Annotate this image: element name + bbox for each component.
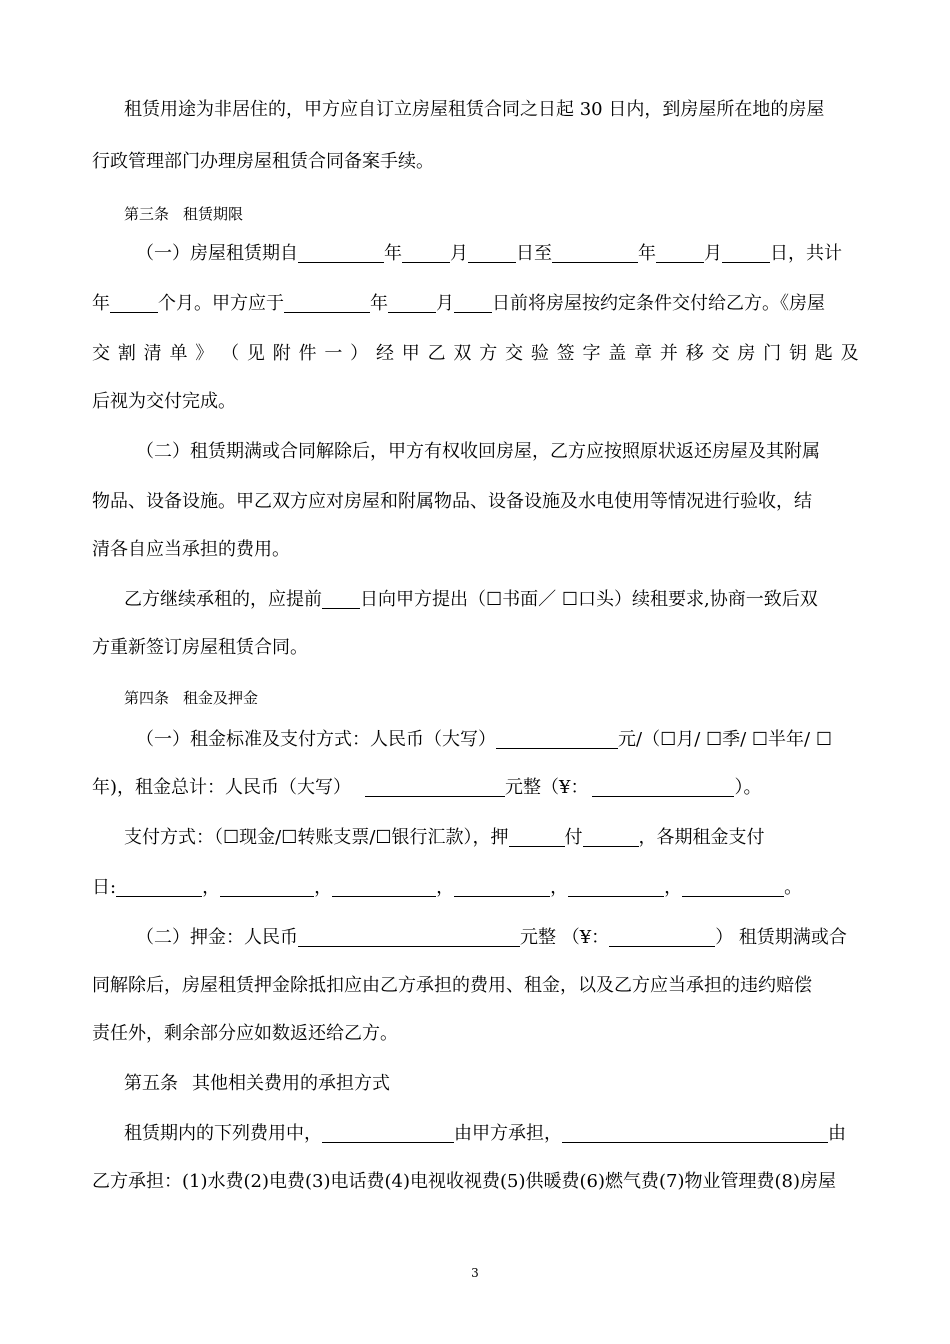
- justified-char: 交: [92, 343, 110, 364]
- paragraph-line: [92, 390, 859, 414]
- blank-field[interactable]: [322, 588, 360, 609]
- text: 方重新签订房屋租赁合同。: [92, 637, 308, 658]
- fees-line-1: [124, 1122, 859, 1146]
- blank-field[interactable]: [722, 242, 770, 263]
- text: （一）房屋租赁期自: [136, 243, 298, 264]
- text: 年: [92, 293, 110, 314]
- justified-char: 交: [505, 343, 523, 364]
- blank-field[interactable]: [402, 242, 450, 263]
- justified-char: 匙: [814, 343, 833, 364]
- justified-char: 交: [711, 343, 730, 364]
- paragraph-line: [92, 490, 859, 514]
- blank-field[interactable]: [552, 242, 638, 263]
- blank-field[interactable]: [298, 242, 384, 263]
- blank-field[interactable]: [509, 826, 565, 847]
- blank-field[interactable]: [454, 876, 550, 897]
- blank-field[interactable]: [332, 876, 436, 897]
- lease-term-line-2: [92, 292, 859, 316]
- text: 租赁期内的下列费用中，: [124, 1123, 322, 1144]
- text: 年: [384, 243, 402, 264]
- text: 月: [436, 293, 454, 314]
- text: 月: [704, 243, 722, 264]
- article-5-heading: [124, 1072, 891, 1096]
- text: 租赁用途为非居住的，甲方应自订立房屋租赁合同之日起 30 日内，到房屋所在地的房屋: [124, 99, 825, 120]
- paragraph-line: [92, 538, 859, 562]
- blank-field[interactable]: [220, 876, 314, 897]
- justified-char: 割: [117, 343, 136, 364]
- justified-char: 及: [840, 343, 859, 364]
- paragraph-line: [136, 440, 871, 464]
- lease-term-line-1: [136, 242, 871, 266]
- text: 支付方式：（☐现金/☐转账支票/☐银行汇款），押: [124, 827, 509, 848]
- lease-term-line-3: [92, 342, 859, 366]
- text: （二）押金：人民币: [136, 927, 298, 948]
- payment-line-1: [124, 826, 859, 850]
- justified-char: 一: [324, 343, 343, 364]
- article-number: 第五条: [124, 1073, 178, 1094]
- justified-char: 甲: [401, 343, 420, 364]
- payment-dates-line: [92, 876, 859, 900]
- article-3-heading: [124, 202, 891, 226]
- text: ） 租赁期满或合: [715, 927, 847, 948]
- separator: ，: [314, 877, 333, 898]
- text: ）。: [734, 777, 762, 798]
- separator: ，: [550, 877, 569, 898]
- blank-field[interactable]: [592, 776, 734, 797]
- blank-field[interactable]: [656, 242, 704, 263]
- text: 月: [450, 243, 468, 264]
- blank-field[interactable]: [568, 876, 664, 897]
- blank-field[interactable]: [682, 876, 784, 897]
- paragraph-line: [92, 636, 859, 660]
- article-title: 租赁期限: [183, 205, 244, 223]
- justified-char: 件: [298, 343, 317, 364]
- text: 责任外，剩余部分应如数返还给乙方。: [92, 1023, 398, 1044]
- paragraph-line: [92, 1022, 859, 1046]
- text: 后视为交付完成。: [92, 391, 236, 412]
- paragraph-line: [124, 98, 859, 122]
- deposit-line-1: [136, 926, 871, 950]
- page-number: 3: [471, 1266, 479, 1280]
- blank-field[interactable]: [116, 876, 202, 897]
- text: 由甲方承担，: [454, 1123, 562, 1144]
- text: 日:: [92, 877, 117, 898]
- text: 付: [564, 827, 583, 848]
- text: 清各自应当承担的费用。: [92, 539, 290, 560]
- article-title: 其他相关费用的承担方式: [192, 1073, 390, 1094]
- justified-char: 》: [195, 343, 214, 364]
- text: 元/（☐月/ ☐季/ ☐半年/ ☐: [618, 729, 832, 750]
- text: 日前将房屋按约定条件交付给乙方。《房屋: [492, 293, 825, 314]
- justified-char: 单: [169, 343, 188, 364]
- blank-field[interactable]: [583, 826, 639, 847]
- text: 日向甲方提出（☐书面／ ☐口头）续租要求,协商一致后双: [360, 589, 818, 610]
- justified-char: 附: [272, 343, 291, 364]
- article-number: 第三条: [124, 205, 170, 223]
- separator: ，: [664, 877, 683, 898]
- justified-char: 见: [246, 343, 265, 364]
- blank-field[interactable]: [365, 776, 505, 797]
- text: 。: [784, 877, 803, 898]
- paragraph-line: [92, 974, 859, 998]
- article-title: 租金及押金: [183, 689, 259, 707]
- text: 元整 （¥：: [520, 927, 610, 948]
- justified-char: 并: [659, 343, 678, 364]
- blank-field[interactable]: [562, 1122, 828, 1143]
- rent-line-2: [92, 776, 859, 800]
- text: （一）租金标准及支付方式：人民币（大写）: [136, 729, 496, 750]
- article-number: 第四条: [124, 689, 170, 707]
- paragraph-line: [92, 150, 859, 174]
- blank-field[interactable]: [298, 926, 520, 947]
- justified-char: 章: [634, 343, 653, 364]
- text: （二）租赁期满或合同解除后，甲方有权收回房屋，乙方应按照原状返还房屋及其附属: [136, 441, 820, 462]
- justified-char: 经: [375, 343, 394, 364]
- text: ，各期租金支付: [638, 827, 765, 848]
- text: 行政管理部门办理房屋租赁合同备案手续。: [92, 151, 434, 172]
- text: 年: [370, 293, 388, 314]
- paragraph-line: [92, 1170, 859, 1194]
- justified-char: 移: [685, 343, 704, 364]
- text: 日，共计: [770, 243, 842, 264]
- justified-char: ）: [350, 343, 369, 364]
- justified-char: 盖: [608, 343, 627, 364]
- text: 年)，租金总计：人民币（大写）: [92, 777, 352, 798]
- blank-field[interactable]: [322, 1122, 454, 1143]
- justified-char: 乙: [427, 343, 446, 364]
- text: 乙方承担：(1)水费(2)电费(3)电话费(4)电视收视费(5)供暖费(6)燃气费(7)物业管理费(8)房屋: [92, 1171, 836, 1192]
- text: 乙方继续承租的，应提前: [124, 589, 322, 610]
- text: 由: [828, 1123, 846, 1144]
- text: 物品、设备设施。甲乙双方应对房屋和附属物品、设备设施及水电使用等情况进行验收，结: [92, 491, 812, 512]
- justified-char: （: [221, 343, 240, 364]
- text: 个月。甲方应于: [158, 293, 284, 314]
- justified-char: 房: [737, 343, 756, 364]
- justified-char: 钥: [788, 343, 807, 364]
- justified-char: 方: [479, 343, 498, 364]
- article-4-heading: [124, 686, 891, 710]
- justified-char: 字: [582, 343, 601, 364]
- justified-char: 签: [556, 343, 575, 364]
- justified-char: 门: [763, 343, 782, 364]
- text: 日至: [516, 243, 552, 264]
- separator: ，: [436, 877, 455, 898]
- blank-field[interactable]: [110, 292, 158, 313]
- text: 元整（¥：: [505, 777, 589, 798]
- justified-char: 双: [453, 343, 472, 364]
- justified-char: 清: [143, 343, 162, 364]
- blank-field[interactable]: [609, 926, 715, 947]
- blank-field[interactable]: [454, 292, 492, 313]
- renewal-line: [124, 588, 859, 612]
- justified-char: 验: [530, 343, 549, 364]
- text: 年: [638, 243, 656, 264]
- blank-field[interactable]: [388, 292, 436, 313]
- blank-field[interactable]: [284, 292, 370, 313]
- blank-field[interactable]: [468, 242, 516, 263]
- blank-field[interactable]: [496, 728, 618, 749]
- separator: ，: [202, 877, 221, 898]
- rent-line-1: [136, 728, 871, 752]
- text: 同解除后，房屋租赁押金除抵扣应由乙方承担的费用、租金，以及乙方应当承担的违约赔偿: [92, 975, 812, 996]
